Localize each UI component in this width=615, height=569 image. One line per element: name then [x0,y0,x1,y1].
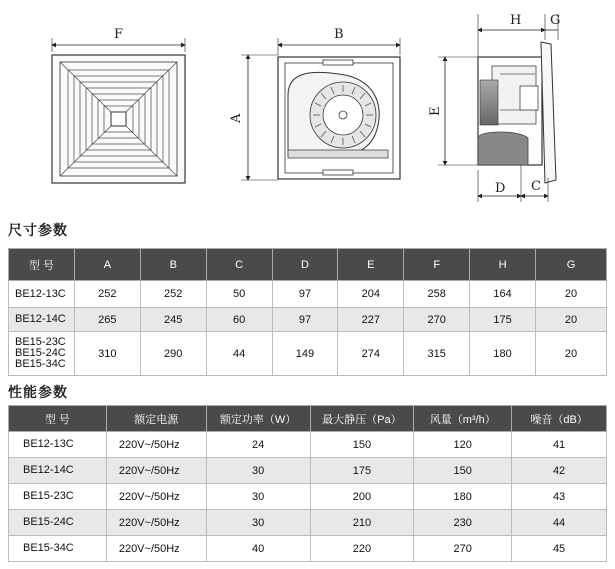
value-cell: 227 [338,308,404,332]
dim-header-h: H [470,249,536,281]
performance-header-row [9,406,607,432]
technical-drawing [0,0,615,210]
label-f: F [114,27,124,42]
perf-header-airflow: 风量（m³/h） [414,406,512,432]
side-view [428,13,560,202]
value-cell: 20 [536,281,607,308]
label-h: H [510,13,522,28]
table-row [9,510,607,536]
value-cell: 44 [512,510,607,536]
table-row [9,458,607,484]
dim-header-a: A [74,249,140,281]
perf-header-static-pressure: 最大静压（Pa） [310,406,414,432]
perf-header-rated-power: 额定功率（W） [206,406,310,432]
value-cell: 164 [470,281,536,308]
table-row [9,332,607,376]
housing-front-view [229,27,400,180]
label-b: B [334,27,344,42]
label-g: G [550,13,561,28]
value-cell: 245 [140,308,206,332]
dimensions-table [8,248,607,376]
table-row [9,281,607,308]
value-cell: 60 [206,308,272,332]
table-row [9,484,607,510]
value-cell: 265 [74,308,140,332]
value-cell: 41 [512,432,607,458]
performance-title: 性能参数 [8,385,68,401]
value-cell: 30 [206,510,310,536]
model-cell: BE12-13C [9,281,75,308]
value-cell: 220V~/50Hz [106,510,206,536]
value-cell: 120 [414,432,512,458]
model-cell: BE15-24C [9,510,107,536]
model-line: BE15-34C [15,358,66,370]
value-cell: 200 [310,484,414,510]
perf-header-power-supply: 额定电源 [106,406,206,432]
value-cell: 220V~/50Hz [106,484,206,510]
value-cell: 50 [206,281,272,308]
value-cell: 30 [206,458,310,484]
value-cell: 210 [310,510,414,536]
value-cell: 252 [140,281,206,308]
value-cell: 30 [206,484,310,510]
value-cell: 44 [206,332,272,376]
model-cell [9,332,75,376]
value-cell: 149 [272,332,338,376]
model-line: BE15-24C [15,347,66,359]
model-cell: BE12-14C [9,458,107,484]
value-cell: 258 [404,281,470,308]
value-cell: 42 [512,458,607,484]
value-cell: 180 [414,484,512,510]
dim-header-b: B [140,249,206,281]
grille-front-view [52,27,185,183]
value-cell: 175 [470,308,536,332]
dim-header-f: F [404,249,470,281]
table-row [9,308,607,332]
value-cell: 220 [310,536,414,562]
value-cell: 40 [206,536,310,562]
value-cell: 270 [404,308,470,332]
label-a: A [229,113,244,123]
value-cell: 270 [414,536,512,562]
model-cell: BE15-23C [9,484,107,510]
model-line: BE15-23C [15,336,66,348]
value-cell: 204 [338,281,404,308]
dim-header-e: E [338,249,404,281]
value-cell: 252 [74,281,140,308]
model-cell: BE12-14C [9,308,75,332]
value-cell: 175 [310,458,414,484]
value-cell: 97 [272,281,338,308]
dim-header-model: 型 号 [9,249,75,281]
value-cell: 230 [414,510,512,536]
performance-table [8,405,607,562]
dimensions-header-row [9,249,607,281]
value-cell: 150 [414,458,512,484]
value-cell: 180 [470,332,536,376]
value-cell: 220V~/50Hz [106,432,206,458]
perf-header-noise: 噪音（dB） [512,406,607,432]
dim-header-d: D [272,249,338,281]
value-cell: 97 [272,308,338,332]
label-e: E [428,106,443,116]
value-cell: 220V~/50Hz [106,536,206,562]
value-cell: 310 [74,332,140,376]
value-cell: 315 [404,332,470,376]
model-cell: BE12-13C [9,432,107,458]
value-cell: 45 [512,536,607,562]
value-cell: 290 [140,332,206,376]
value-cell: 274 [338,332,404,376]
label-d: D [495,181,506,196]
model-cell: BE15-34C [9,536,107,562]
value-cell: 20 [536,332,607,376]
perf-header-model: 型 号 [9,406,107,432]
dimensions-title: 尺寸参数 [8,223,68,239]
value-cell: 43 [512,484,607,510]
label-c: C [531,179,541,194]
table-row [9,536,607,562]
value-cell: 20 [536,308,607,332]
value-cell: 24 [206,432,310,458]
dim-header-c: C [206,249,272,281]
value-cell: 220V~/50Hz [106,458,206,484]
dim-header-g: G [536,249,607,281]
value-cell: 150 [310,432,414,458]
table-row [9,432,607,458]
